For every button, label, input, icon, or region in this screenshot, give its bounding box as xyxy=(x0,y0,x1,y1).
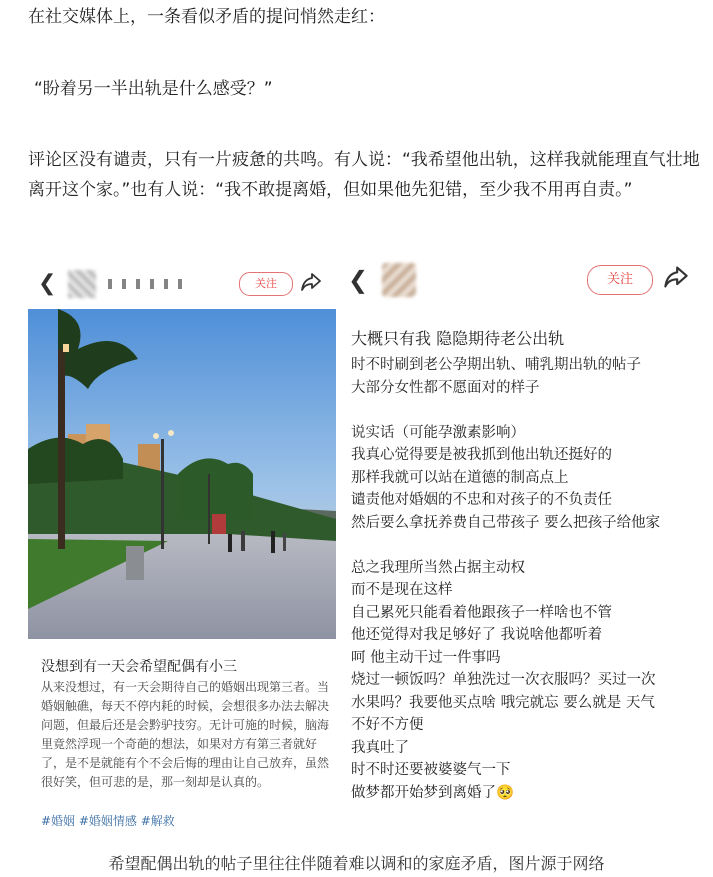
left-post-body: 从来没想过，有一天会期待自己的婚姻出现第三者。当婚姻触礁，每天不停内耗的时候，会想很多办法去解决问题，但最后还是会黔驴技穷。无计可施的时候，脑海里竟然浮现一个奇葩的想法，如果对方有第三者就好了，是不是就能有个不会后悔的理由让自己放弃，虽然很好笑，但可悲的是，那一刻却是认真的。 xyxy=(41,680,330,789)
body-line: 不好不方便 xyxy=(351,717,424,733)
body-line: 谴责他对婚姻的不忠和对孩子的不负责任 xyxy=(351,492,612,508)
share-icon[interactable] xyxy=(300,272,322,297)
body-line: 时不时刷到老公孕期出轨、哺乳期出轨的帖子 xyxy=(351,357,641,373)
body-line: 呵 他主动干过一件事吗 xyxy=(351,649,501,666)
right-post-screenshot xyxy=(340,255,710,835)
article-quote-question: “盼着另一半出轨是什么感受？” xyxy=(34,79,273,99)
body-line: 而不是现在这样 xyxy=(351,582,453,598)
left-post-topbar xyxy=(28,262,336,306)
image-caption: 希望配偶出轨的帖子里往往伴随着难以调和的家庭矛盾，图片源于网络 xyxy=(108,854,605,873)
body-line: 然后要么拿抚养费自己带孩子 要么把孩子给他家 xyxy=(351,514,661,531)
article-paragraph-intro: 在社交媒体上，一条看似矛盾的提问悄然走红： xyxy=(28,7,385,27)
avatar[interactable] xyxy=(382,263,416,297)
body-line: 烧过一顿饭吗？单独洗过一次衣服吗？买过一次 xyxy=(351,672,656,688)
left-post-title: 没想到有一天会希望配偶有小三 xyxy=(41,659,237,675)
follow-button[interactable]: 关注 xyxy=(239,272,293,296)
body-line: 那样我就可以站在道德的制高点上 xyxy=(351,469,569,486)
back-chevron-icon[interactable]: ❮ xyxy=(348,266,369,294)
body-line: 总之我理所当然占据主动权 xyxy=(351,559,525,576)
body-line: 大部分女性都不愿面对的样子 xyxy=(351,379,540,396)
article-paragraph-comments: 评论区没有谴责，只有一片疲惫的共鸣。有人说：“我希望他出轨，这样我就能理直气壮地离开这个家。”也有人说：“我不敢提离婚，但如果他先犯错，至少我不用再自责。” xyxy=(28,150,700,200)
park-photo xyxy=(28,309,336,639)
right-post-title: 大概只有我 隐隐期待老公出轨 xyxy=(351,329,565,348)
body-line: 时不时还要被婆婆气一下 xyxy=(351,762,511,778)
body-line: 做梦都开始梦到离婚了🥺 xyxy=(351,784,515,801)
body-line xyxy=(351,534,706,557)
body-line xyxy=(351,399,706,422)
share-icon[interactable] xyxy=(663,265,689,295)
blurred-username xyxy=(108,279,188,289)
avatar[interactable] xyxy=(68,270,96,298)
body-line: 我真吐了 xyxy=(351,739,409,756)
body-line: 我真心觉得要是被我抓到他出轨还挺好的 xyxy=(351,447,612,463)
follow-button[interactable]: 关注 xyxy=(587,265,653,295)
back-chevron-icon[interactable]: ❮ xyxy=(38,271,57,296)
body-line: 说实话（可能孕激素影响） xyxy=(351,424,525,441)
body-line: 水果吗？我要他买点啥 哦完就忘 要么就是 天气 xyxy=(351,694,655,711)
right-post-body xyxy=(351,354,706,804)
left-post-tags[interactable]: #婚姻 #婚姻情感 #解救 xyxy=(41,814,175,828)
body-line: 自己累死只能看着他跟孩子一样啥也不管 xyxy=(351,604,612,621)
left-post-screenshot xyxy=(28,262,336,834)
body-line: 他还觉得对我足够好了 我说啥他都听着 xyxy=(351,627,603,643)
